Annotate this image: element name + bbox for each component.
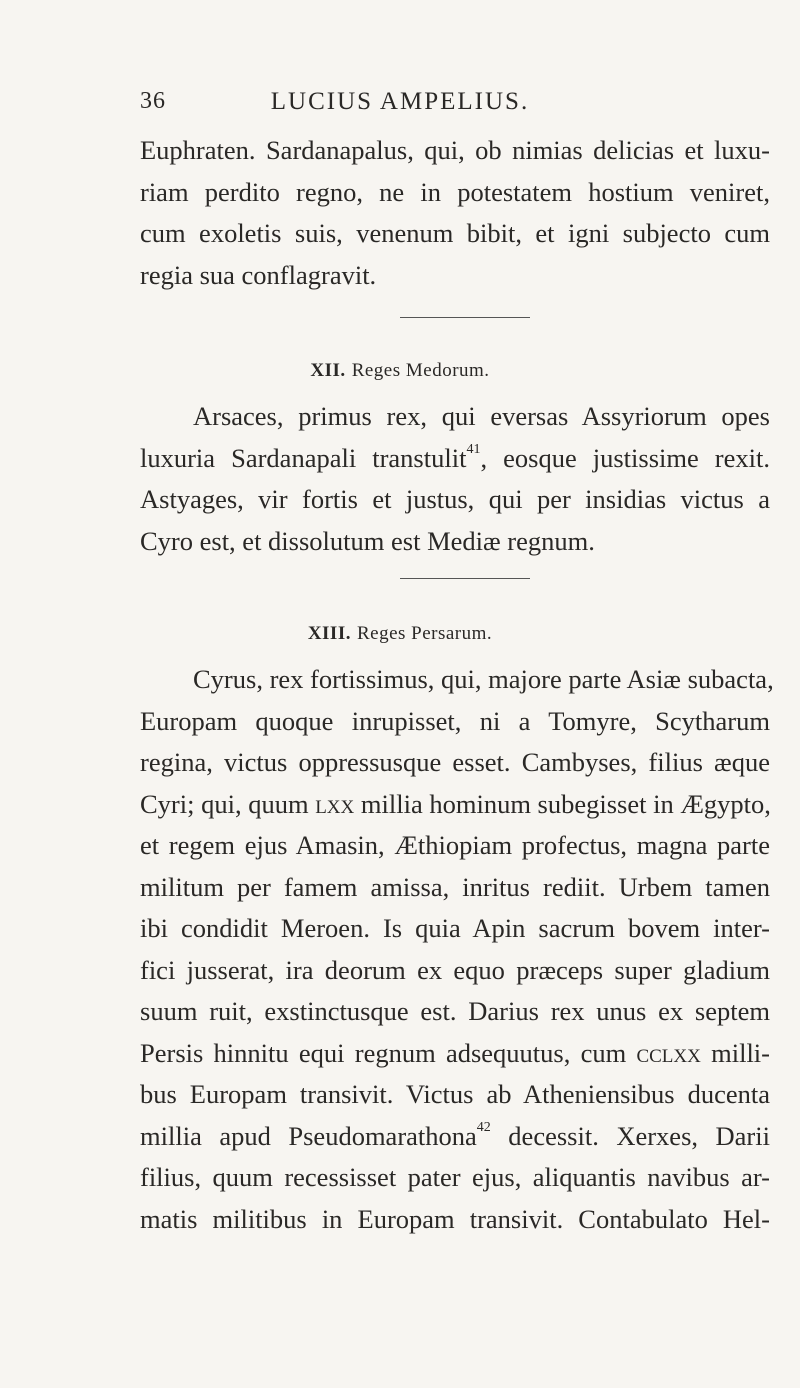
text-line: matis militibus in Europam transivit. Contabulato Hel-: [140, 1203, 770, 1234]
page-header: [0, 88, 800, 122]
section-number: XIII.: [307, 623, 351, 644]
section-divider: [400, 578, 530, 579]
text-segment: , eosque justissime rexit.: [480, 442, 770, 473]
footnote-ref[interactable]: 41: [466, 441, 481, 457]
text-segment: Persis hinnitu equi regnum adsequutus, cum: [140, 1037, 637, 1068]
text-segment: decessit. Xerxes, Darii: [490, 1120, 770, 1151]
roman-numeral: cclxx: [636, 1037, 701, 1068]
text-segment: millia apud Pseudomarathona: [140, 1120, 477, 1151]
footnote-ref[interactable]: 42: [476, 1119, 491, 1135]
text-segment: luxuria Sardanapali transtulit: [140, 442, 467, 473]
text-line: Cyro est, et dissolutum est Mediæ regnum.: [140, 525, 595, 556]
section-divider: [400, 317, 530, 318]
text-line: fici jusserat, ira deorum ex equo præceps super gladium: [140, 954, 770, 985]
text-line: militum per famem amissa, inritus rediit. Urbem tamen: [140, 871, 770, 902]
text-line: Europam quoque inrupisset, ni a Tomyre, Scytharum: [140, 705, 770, 736]
text-line: [140, 1033, 770, 1075]
text-line: [140, 1116, 770, 1158]
text-line: riam perdito regno, ne in potestatem hostium veniret,: [140, 176, 770, 207]
text-line: ibi condidit Meroen. Is quia Apin sacrum bovem inter-: [140, 913, 770, 943]
section-xii-paragraph: [140, 396, 770, 562]
text-line: [140, 784, 770, 826]
text-line: regia sua conflagravit.: [140, 259, 377, 290]
running-title: LUCIUS AMPELIUS.: [270, 88, 530, 115]
text-line: cum exoletis suis, venenum bibit, et igni subjecto cum: [140, 218, 770, 248]
text-line: filius, quum recessisset pater ejus, aliquantis navibus ar-: [140, 1162, 770, 1192]
text-line: suum ruit, exstinctusque est. Darius rex unus ex septem: [140, 996, 770, 1026]
text-line: Arsaces, primus rex, qui eversas Assyriorum opes: [193, 401, 770, 431]
roman-numeral: lxx: [315, 788, 355, 819]
page-number: 36: [140, 88, 166, 114]
text-segment: Cyri; qui, quum: [140, 788, 316, 819]
text-line: bus Europam transivit. Victus ab Atheniensibus ducenta: [140, 1079, 770, 1109]
section-xiii-paragraph: [140, 659, 774, 1240]
text-line: et regem ejus Amasin, Æthiopiam profectus, magna parte: [140, 830, 770, 860]
intro-paragraph: [140, 130, 770, 296]
section-heading-xii: [0, 360, 800, 382]
section-heading-xiii: [0, 623, 800, 645]
text-line: Euphraten. Sardanapalus, qui, ob nimias delicias et luxu-: [140, 135, 770, 165]
text-line: [140, 438, 770, 480]
section-number: XII.: [310, 360, 346, 381]
text-line: regina, victus oppressusque esset. Cambyses, filius æque: [140, 747, 770, 777]
text-line: Cyrus, rex fortissimus, qui, majore parte Asiæ subacta,: [193, 664, 774, 694]
text-segment: milli-: [700, 1037, 770, 1068]
text-segment: millia hominum subegisset in Ægypto,: [354, 788, 771, 819]
section-title: Reges Medorum.: [351, 360, 490, 381]
section-title: Reges Persarum.: [356, 623, 493, 644]
text-line: Astyages, vir fortis et justus, qui per insidias victus a: [140, 484, 770, 514]
